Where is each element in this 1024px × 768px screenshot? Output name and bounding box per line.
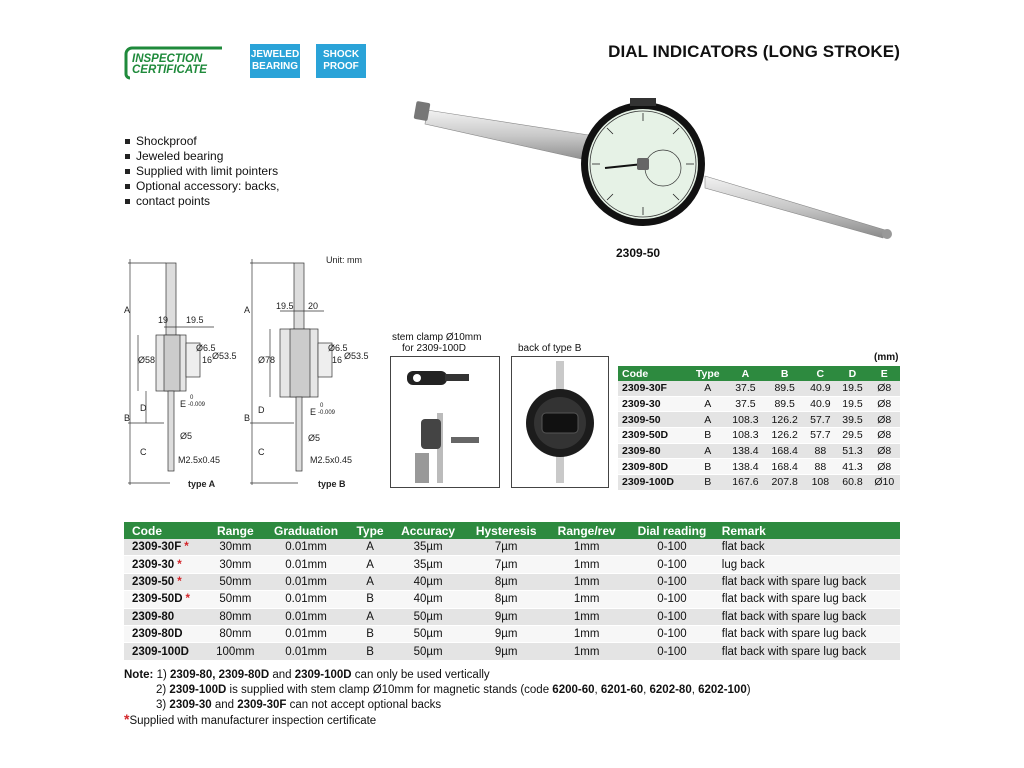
dimension-cell: 2309-80 [618,443,690,459]
dimension-row [618,412,900,428]
dim-19-5: 19.5 [186,315,204,325]
spec-cell: 0-100 [626,625,718,642]
col-header: Type [690,366,726,381]
spec-cell: 100mm [208,643,263,660]
dimension-cell: 2309-30 [618,396,690,412]
col-header: Remark [718,522,900,539]
product-code: 2309-80D [132,628,183,641]
dimension-cell: 37.5 [726,381,765,396]
col-header: Accuracy [391,522,465,539]
dim-dia-6-5: Ø6.5 [328,343,348,353]
dimension-table-header [618,366,900,381]
product-code: 2309-50 [132,575,175,588]
spec-cell: 9µm [465,625,547,642]
dimension-cell: 108.3 [726,428,765,444]
spec-cell: 9µm [465,608,547,625]
spec-row [124,608,900,625]
spec-cell: 50µm [391,608,465,625]
stem-clamp-caption-1: stem clamp Ø10mm [392,332,482,343]
dimension-cell: 126.2 [765,428,804,444]
spec-code-cell [124,573,208,590]
col-header: B [765,366,804,381]
spec-cell: 80mm [208,608,263,625]
dimension-cell: 89.5 [765,396,804,412]
spec-code-cell [124,556,208,573]
dim-dia-53-5: Ø53.5 [212,351,237,361]
dimension-cell: Ø8 [869,428,900,444]
spec-cell: 30mm [208,539,263,556]
dimension-cell: 2309-80D [618,459,690,475]
notes [124,668,751,713]
spec-cell: 8µm [465,591,547,608]
feature-item: Supplied with limit pointers [124,164,306,179]
dimension-cell: Ø8 [869,381,900,396]
col-header: E [869,366,900,381]
col-header: Code [124,522,208,539]
dimension-cell: Ø8 [869,443,900,459]
dimension-cell: B [690,475,726,491]
feature-item: Jeweled bearing [124,149,306,164]
certificate-star: * [184,541,189,554]
feature-item: Optional accessory: backs, [124,179,306,194]
product-code-caption: 2309-50 [616,246,661,260]
spec-code-cell [124,625,208,642]
spec-cell: lug back [718,556,900,573]
spec-cell: 0-100 [626,539,718,556]
dimension-cell: 40.9 [804,381,836,396]
note-1: Note: 1) 2309-80, 2309-80D and 2309-100D can only be used vertically [124,669,490,681]
spec-cell: flat back with spare lug back [718,573,900,590]
spec-cell: 40µm [391,591,465,608]
dimension-cell: B [690,428,726,444]
dimension-cell: A [690,412,726,428]
dimension-cell: 167.6 [726,475,765,491]
dimension-row [618,381,900,396]
dimension-cell: 88 [804,443,836,459]
spec-cell: 9µm [465,643,547,660]
dimension-cell: 57.7 [804,412,836,428]
dimension-unit: (mm) [874,352,899,363]
spec-cell: 0.01mm [263,625,349,642]
dimension-cell: 19.5 [836,381,868,396]
inspection-certificate-logo [122,44,228,82]
spec-code-cell [124,608,208,625]
spec-cell: 50µm [391,643,465,660]
dimension-cell: A [690,381,726,396]
stem-clamp-caption-2: for 2309-100D [402,343,466,354]
dim-19-5: 19.5 [276,301,294,311]
certificate-star: * [177,575,182,588]
drawing-unit: Unit: mm [326,255,362,265]
product-code: 2309-100D [132,645,189,658]
dim-e: E [310,407,317,417]
technical-drawing [124,255,374,495]
col-header: Range/rev [547,522,626,539]
spec-cell: 0-100 [626,591,718,608]
spec-cell: 0.01mm [263,539,349,556]
dimension-cell: Ø8 [869,459,900,475]
dimension-cell: 40.9 [804,396,836,412]
spec-cell: 0-100 [626,556,718,573]
product-code: 2309-30F [132,541,182,554]
spec-cell: 0-100 [626,573,718,590]
spec-cell: flat back with spare lug back [718,643,900,660]
feature-item-continuation: contact points [124,194,306,209]
dimension-cell: 29.5 [836,428,868,444]
spec-cell: 1mm [547,608,626,625]
dimension-row [618,428,900,444]
col-header: Range [208,522,263,539]
dimension-table [618,366,900,491]
spec-cell: B [349,643,391,660]
dimension-cell: 108 [804,475,836,491]
spec-cell: A [349,608,391,625]
stem-clamp-image [390,356,500,488]
certificate-footnote [124,711,376,727]
dimension-cell: Ø10 [869,475,900,491]
spec-cell: A [349,556,391,573]
col-header: Dial reading [626,522,718,539]
spec-row [124,625,900,642]
spec-code-cell [124,539,208,556]
dim-e-lower: -0.009 [188,402,206,408]
dim-thread: M2.5x0.45 [178,455,221,465]
dim-dia-53-5: Ø53.5 [344,351,369,361]
dimension-cell: 39.5 [836,412,868,428]
footnote-text: Supplied with manufacturer inspection certificate [129,715,377,727]
dim-c: C [140,447,147,457]
dimension-cell: A [690,396,726,412]
dimension-cell: 2309-50 [618,412,690,428]
spec-cell: flat back [718,539,900,556]
spec-row [124,556,900,573]
shock-proof-badge: SHOCK PROOF [316,44,366,78]
col-header: A [726,366,765,381]
logo-line-1: INSPECTION [132,53,203,65]
dimension-cell: 2309-100D [618,475,690,491]
dimension-cell: 37.5 [726,396,765,412]
dimension-cell: 88 [804,459,836,475]
spec-cell: 50µm [391,625,465,642]
dimension-cell: 2309-30F [618,381,690,396]
spec-cell: 35µm [391,539,465,556]
col-header: Type [349,522,391,539]
certificate-star: * [177,558,182,571]
dimension-cell: 41.3 [836,459,868,475]
dimension-row [618,475,900,491]
spec-cell: 80mm [208,625,263,642]
dim-e-upper: 0 [190,395,194,401]
col-header: D [836,366,868,381]
dimension-row [618,459,900,475]
spec-cell: 7µm [465,556,547,573]
spec-cell: flat back with spare lug back [718,625,900,642]
dimension-cell: B [690,459,726,475]
dimension-cell: A [690,443,726,459]
col-header: Graduation [263,522,349,539]
spec-cell: 1mm [547,573,626,590]
logo-line-2: CERTIFICATE [132,64,207,76]
spec-cell: A [349,573,391,590]
dim-dia-5: Ø5 [180,431,193,441]
spec-cell: 1mm [547,539,626,556]
type-a-caption: type A [188,479,216,489]
spec-cell: B [349,625,391,642]
dimension-cell: 57.7 [804,428,836,444]
spec-table-header [124,522,900,539]
dimension-cell: 126.2 [765,412,804,428]
col-header: Code [618,366,690,381]
dim-19: 19 [158,315,169,325]
spec-cell: 0.01mm [263,591,349,608]
dim-a: A [124,305,131,315]
note-2: 2) 2309-100D is supplied with stem clamp Ø10mm for magnetic stands (code 6200-60, 6201-60, 6202-80, 6202-100) [156,684,751,696]
spec-cell: 50mm [208,591,263,608]
dimension-cell: 51.3 [836,443,868,459]
back-type-b-image [511,356,609,488]
spec-cell: 0.01mm [263,608,349,625]
spec-cell: 50mm [208,573,263,590]
spec-cell: flat back with spare lug back [718,608,900,625]
back-type-b-caption: back of type B [518,343,582,354]
dim-e: E [180,399,187,409]
dim-b: B [124,413,131,423]
spec-cell: 7µm [465,539,547,556]
spec-cell: 0-100 [626,608,718,625]
dimension-cell: Ø8 [869,396,900,412]
dimension-cell: 138.4 [726,459,765,475]
jeweled-bearing-badge: JEWELED BEARING [250,44,300,78]
spec-row [124,591,900,608]
dim-e-lower: -0.009 [318,410,336,416]
dimension-cell: 168.4 [765,443,804,459]
dimension-cell: 108.3 [726,412,765,428]
dim-dia-5: Ø5 [308,433,321,443]
spec-row [124,643,900,660]
product-code: 2309-30 [132,558,175,571]
feature-item: Shockproof [124,134,306,149]
dimension-cell: 168.4 [765,459,804,475]
type-b-caption: type B [318,479,346,489]
dim-c: C [258,447,265,457]
col-header: Hysteresis [465,522,547,539]
spec-cell: 8µm [465,573,547,590]
col-header: C [804,366,836,381]
dim-e-upper: 0 [320,403,324,409]
spec-row [124,573,900,590]
dimension-cell: 89.5 [765,381,804,396]
spec-cell: A [349,539,391,556]
note-3: 3) 2309-30 and 2309-30F can not accept optional backs [156,699,442,711]
dim-thread: M2.5x0.45 [310,455,353,465]
dim-d: D [258,405,265,415]
dim-dia-78: Ø78 [258,355,276,365]
specification-table [124,522,900,661]
dimension-row [618,443,900,459]
page-title: DIAL INDICATORS (LONG STROKE) [608,42,900,61]
spec-cell: 0.01mm [263,556,349,573]
spec-cell: 0.01mm [263,643,349,660]
spec-cell: 1mm [547,643,626,660]
product-code: 2309-80 [132,610,175,623]
spec-row [124,539,900,556]
footnote-star: * [124,711,130,727]
spec-code-cell [124,643,208,660]
dial-indicator-image [405,90,905,250]
spec-cell: flat back with spare lug back [718,591,900,608]
dimension-cell: Ø8 [869,412,900,428]
dimension-cell: 138.4 [726,443,765,459]
spec-code-cell [124,591,208,608]
spec-cell: 30mm [208,556,263,573]
dimension-cell: 60.8 [836,475,868,491]
dimension-row [618,396,900,412]
dim-20: 20 [308,301,319,311]
product-code: 2309-50D [132,593,183,606]
dimension-cell: 2309-50D [618,428,690,444]
dim-a: A [244,305,251,315]
dimension-cell: 19.5 [836,396,868,412]
spec-cell: 1mm [547,591,626,608]
certificate-star: * [185,593,190,606]
spec-cell: 0-100 [626,643,718,660]
spec-cell: 1mm [547,625,626,642]
spec-cell: 35µm [391,556,465,573]
dim-dia-58: Ø58 [138,355,156,365]
spec-cell: 40µm [391,573,465,590]
dim-16: 16 [202,355,213,365]
dim-b: B [244,413,251,423]
spec-cell: 1mm [547,556,626,573]
dim-dia-6-5: Ø6.5 [196,343,216,353]
dim-16: 16 [332,355,343,365]
dimension-cell: 207.8 [765,475,804,491]
spec-cell: 0.01mm [263,573,349,590]
dim-d: D [140,403,147,413]
spec-cell: B [349,591,391,608]
feature-list [124,134,306,209]
